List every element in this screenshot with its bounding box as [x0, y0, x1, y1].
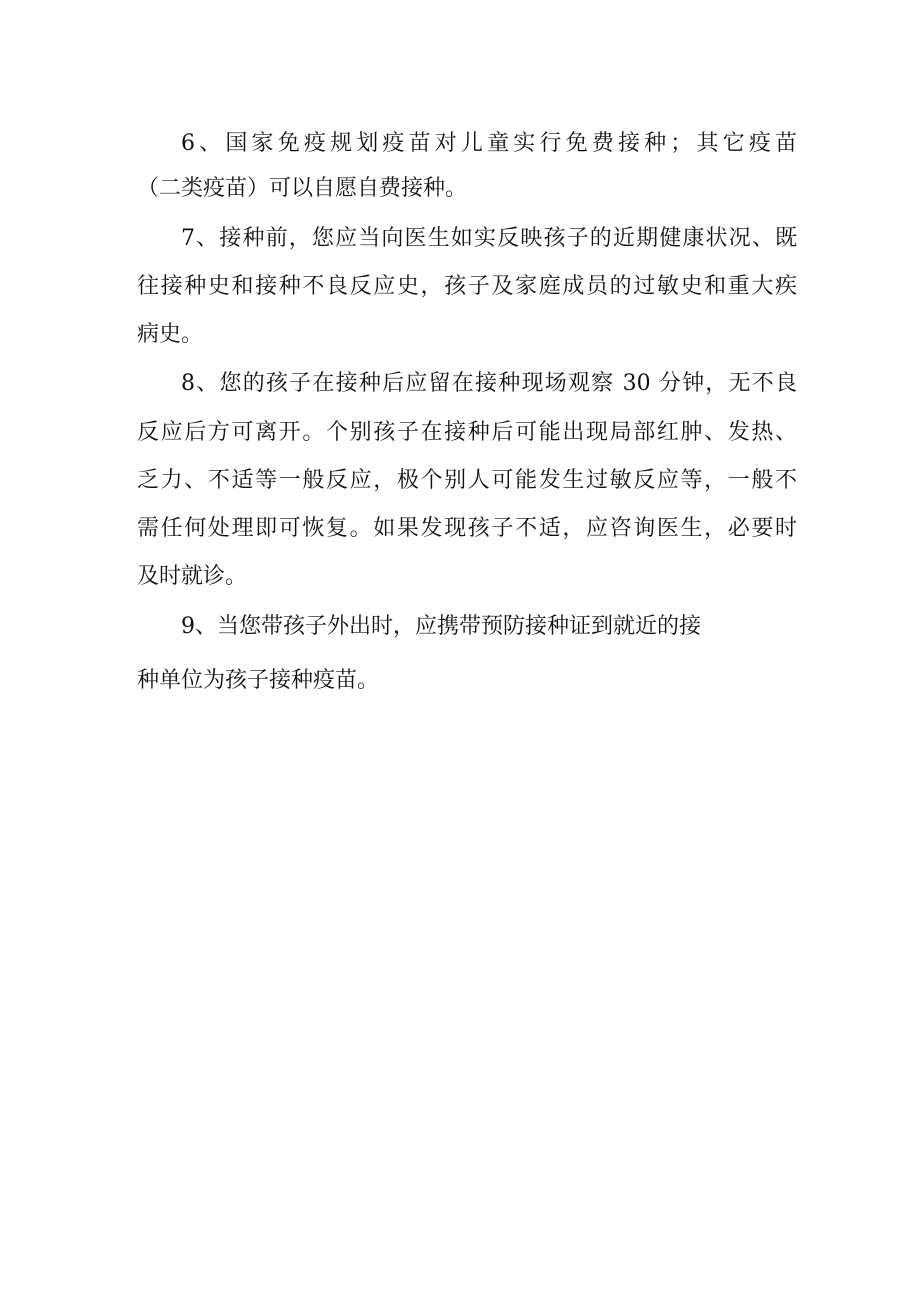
- item-8-line-1: 8、您的孩子在接种后应留在接种现场观察 30 分钟，无不良: [181, 371, 797, 396]
- item-8-line-2: 反应后方可离开。个别孩子在接种后可能出现局部红肿、发热、: [137, 420, 797, 445]
- item-6-line-2: （二类疫苗）可以自愿自费接种。: [137, 176, 468, 201]
- item-9-line-2: 种单位为孩子接种疫苗。: [137, 668, 380, 693]
- item-8-line-3: 乏力、不适等一般反应，极个别人可能发生过敏反应等，一般不: [137, 468, 797, 493]
- item-7-line-1: 7、接种前，您应当向医生如实反映孩子的近期健康状况、既: [181, 226, 797, 251]
- item-7-line-3: 病史。: [137, 322, 204, 347]
- item-7-line-2: 往接种史和接种不良反应史，孩子及家庭成员的过敏史和重大疾: [137, 274, 797, 299]
- item-8-line-5: 及时就诊。: [137, 564, 248, 589]
- item-6-line-1: 6、国家免疫规划疫苗对儿童实行免费接种；其它疫苗: [181, 131, 797, 156]
- item-9-line-1: 9、当您带孩子外出时，应携带预防接种证到就近的接: [181, 614, 701, 639]
- item-8-line-4: 需任何处理即可恢复。如果发现孩子不适，应咨询医生，必要时: [137, 516, 797, 541]
